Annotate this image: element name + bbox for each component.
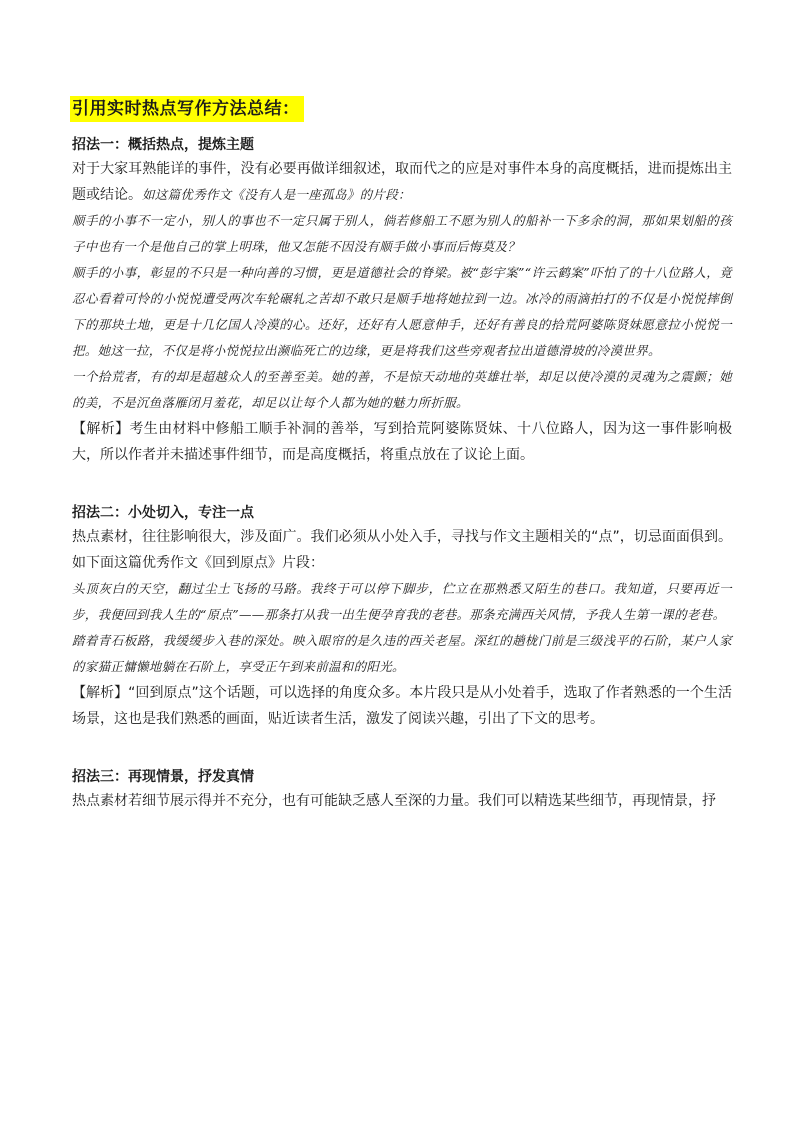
- section-2-intro: 热点素材，往往影响很大，涉及面广。我们必须从小处入手，寻找与作文主题相关的“点”，切忌面面俱到。如下面这篇优秀作文《回到原点》片段：: [72, 529, 732, 571]
- section-1-quote-3: 一个拾荒者，有的却是超越众人的至善至美。她的善，不是惊天动地的英雄壮举，却足以使冷漠的灵魂为之震颤；她的美，不是沉鱼落雁闭月羞花，却足以让每个人都为她的魅力所折服。: [72, 369, 732, 410]
- document-page: [72, 96, 732, 814]
- section-1-intro: [72, 156, 732, 208]
- section-2-quote-1: 头顶灰白的天空，翻过尘土飞扬的马路。我终于可以停下脚步，伫立在那熟悉又陌生的巷口。我知道，只要再近一步，我便回到我人生的“原点”——那条打从我一出生便孕育我的老巷。那条充满西关风情，予我人生第一课的老巷。: [72, 581, 732, 622]
- section-1-quote-2: 顺手的小事，彰显的不只是一种向善的习惯，更是道德社会的脊梁。被“彭宇案”“许云鹤案”吓怕了的十八位路人，竟忍心看着可怜的小悦悦遭受两次车轮碾轧之苦却不敢只是顺手地将她拉到一边。冰冷的雨滴拍打的不仅是小悦悦摔倒下的那块土地，更是十几亿国人冷漠的心。还好，还好有人愿意伸手，还好有善良的拾荒阿婆陈贤妹愿意拉小悦悦一把。她这一拉，不仅是将小悦悦拉出濒临死亡的边缘，更是将我们这些旁观者拉出道德滑坡的冷漠世界。: [72, 265, 732, 358]
- section-1-heading: 招法一：概括热点，提炼主题: [72, 137, 254, 153]
- section-1-intro-text: 对于大家耳熟能详的事件，没有必要再做详细叙述，取而代之的应是对事件本身的高度概括，进而提炼出主题或结论。: [72, 161, 732, 203]
- section-1-quote-1: 顺手的小事不一定小，别人的事也不一定只属于别人，倘若修船工不愿为别人的船补一下多余的洞，那如果划船的孩子中也有一个是他自己的掌上明珠，他又怎能不因没有顺手做小事而后悔莫及？: [72, 213, 732, 254]
- document-title: 引用实时热点写作方法总结：: [70, 96, 304, 122]
- section-2-heading: 招法二：小处切入，专注一点: [72, 505, 254, 521]
- section-3-intro: 热点素材若细节展示得并不充分，也有可能缺乏感人至深的力量。我们可以精选某些细节，再现情景，抒: [72, 793, 716, 809]
- section-2-quote-2: 踏着青石板路，我缓缓步入巷的深处。映入眼帘的是久违的西关老屋。深红的趟栊门前是三级浅平的石阶，某户人家的家猫正慵懒地躺在石阶上，享受正午到来前温和的阳光。: [72, 633, 732, 674]
- section-1-analysis: 【解析】考生由材料中修船工顺手补洞的善举，写到拾荒阿婆陈贤妹、十八位路人，因为这一事件影响极大，所以作者并未描述事件细节，而是高度概括，将重点放在了议论上面。: [72, 421, 732, 463]
- section-3-heading: 招法三：再现情景，抒发真情: [72, 769, 254, 785]
- section-2-analysis: 【解析】“回到原点”这个话题，可以选择的角度众多。本片段只是从小处着手，选取了作者熟悉的一个生活场景，这也是我们熟悉的画面，贴近读者生活，激发了阅读兴趣，引出了下文的思考。: [72, 685, 732, 727]
- section-1-intro-tail: 如这篇优秀作文《没有人是一座孤岛》的片段：: [142, 187, 411, 202]
